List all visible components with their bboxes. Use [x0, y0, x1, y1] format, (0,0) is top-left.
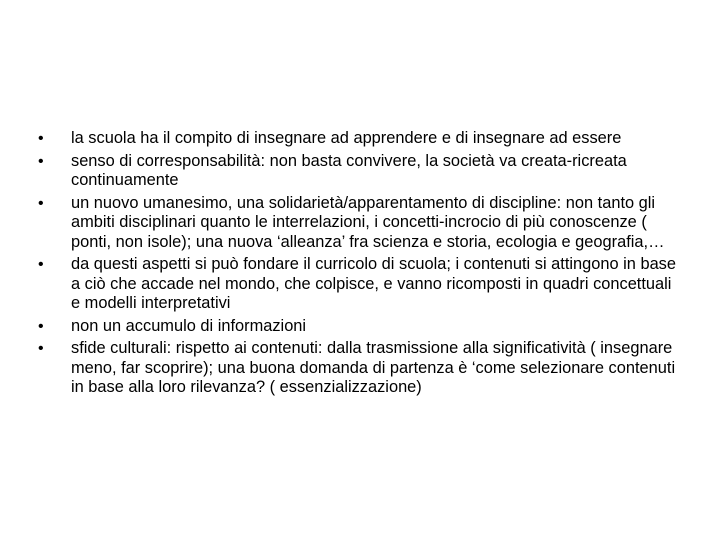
bullet-item-umanesimo [38, 194, 678, 253]
bullet-text: non un accumulo di informazioni [71, 316, 307, 335]
bullet-text: senso di corresponsabilità: non basta convivere, la società va creata-ricreata continuamente [71, 151, 627, 189]
bullet-list [38, 129, 678, 401]
bullet-text: un nuovo umanesimo, una solidarietà/apparentamento di discipline: non tanto gli ambiti disciplinari quanto le interrelazioni, i concetti-incrocio di più conoscenze ( ponti, non isole); una nuova ‘alleanza’ fra scienza e storia, ecologia e geografia,… [71, 193, 665, 251]
bullet-icon: • [38, 340, 44, 357]
bullet-text: sfide culturali: rispetto ai contenuti: dalla trasmissione alla significatività ( insegnare meno, far scoprire); una buona domanda di partenza è ‘come selezionare contenuti in base alla loro rilevanza? ( essenzializzazione) [71, 339, 676, 396]
bullet-item-curricolo [38, 255, 678, 314]
bullet-text: da questi aspetti si può fondare il curricolo di scuola; i contenuti si attingono in base a ciò che accade nel mondo, che colpisce, e vanno ricomposti in quadri concettuali e modelli interpretativi [71, 255, 676, 312]
bullet-text: la scuola ha il compito di insegnare ad apprendere e di insegnare ad essere [71, 129, 622, 147]
bullet-icon: • [38, 130, 44, 147]
bullet-icon: • [38, 194, 44, 212]
bullet-icon: • [38, 317, 44, 335]
bullet-item-accumulo [38, 317, 678, 337]
bullet-item-sfide [38, 339, 678, 398]
bullet-icon: • [38, 152, 44, 170]
bullet-item-corresponsabilita [38, 152, 678, 191]
bullet-icon: • [38, 256, 44, 273]
bullet-item-scuola [38, 129, 678, 149]
